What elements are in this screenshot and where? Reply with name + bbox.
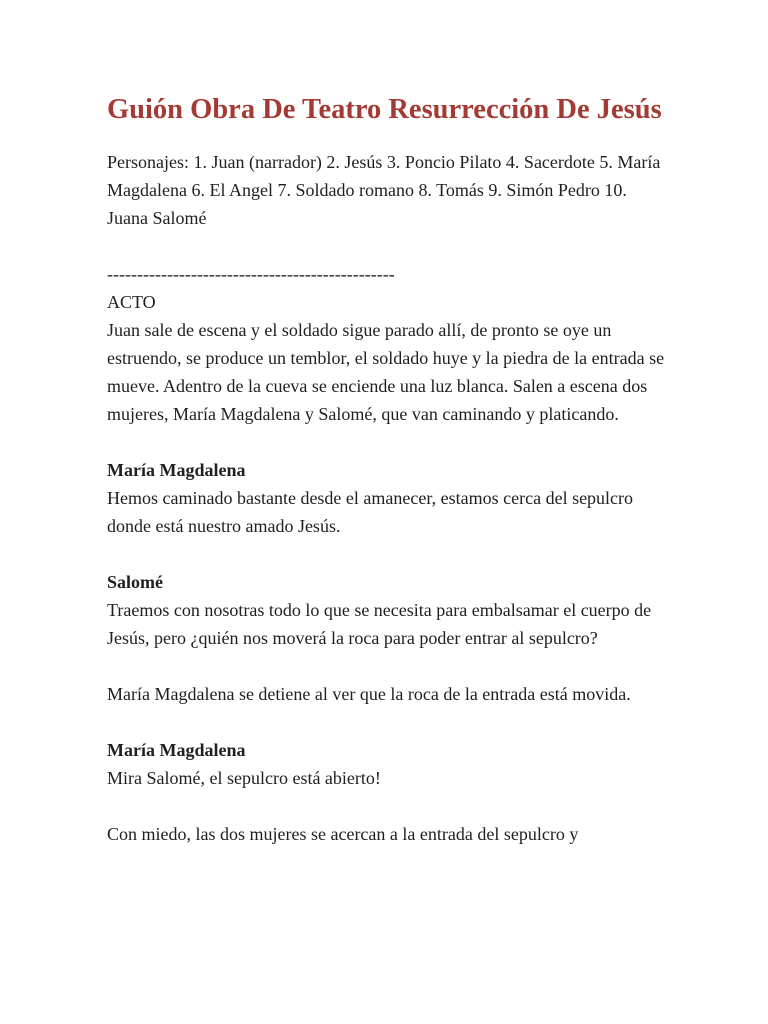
speaker-name: Salomé <box>107 572 163 592</box>
speaker-name: María Magdalena <box>107 740 246 760</box>
act-heading: ACTO <box>107 292 156 312</box>
dialogue-block <box>107 456 667 540</box>
act-section <box>107 288 667 428</box>
stage-direction: Con miedo, las dos mujeres se acercan a la entrada del sepulcro y <box>107 824 579 844</box>
act-description: Juan sale de escena y el soldado sigue parado allí, de pronto se oye un estruendo, se produce un temblor, el soldado huye y la piedra de la entrada se mueve. Adentro de la cueva se enciende una luz blanca. Salen a escena dos mujeres, María Magdalena y Salomé, que van caminando y platicando. <box>107 320 665 424</box>
dialogue-line: Hemos caminado bastante desde el amanecer, estamos cerca del sepulcro donde está nuestro amado Jesús. <box>107 488 634 536</box>
document-page <box>107 92 667 848</box>
separator-line: ------------------------------------------------ <box>107 264 395 284</box>
document-title: Guión Obra De Teatro Resurrección De Jesús <box>107 94 662 125</box>
dialogue-line: Traemos con nosotras todo lo que se necesita para embalsamar el cuerpo de Jesús, pero ¿quién nos moverá la roca para poder entrar al sepulcro? <box>107 600 652 648</box>
speaker-name: María Magdalena <box>107 460 246 480</box>
dialogue-block <box>107 568 667 652</box>
dialogue-block <box>107 736 667 792</box>
characters-list: Personajes: 1. Juan (narrador) 2. Jesús 3. Poncio Pilato 4. Sacerdote 5. María Magdalena 6. El Angel 7. Soldado romano 8. Tomás 9. Simón Pedro 10. Juana Salomé <box>107 152 661 228</box>
stage-direction: María Magdalena se detiene al ver que la roca de la entrada está movida. <box>107 684 631 704</box>
dialogue-line: Mira Salomé, el sepulcro está abierto! <box>107 768 381 788</box>
